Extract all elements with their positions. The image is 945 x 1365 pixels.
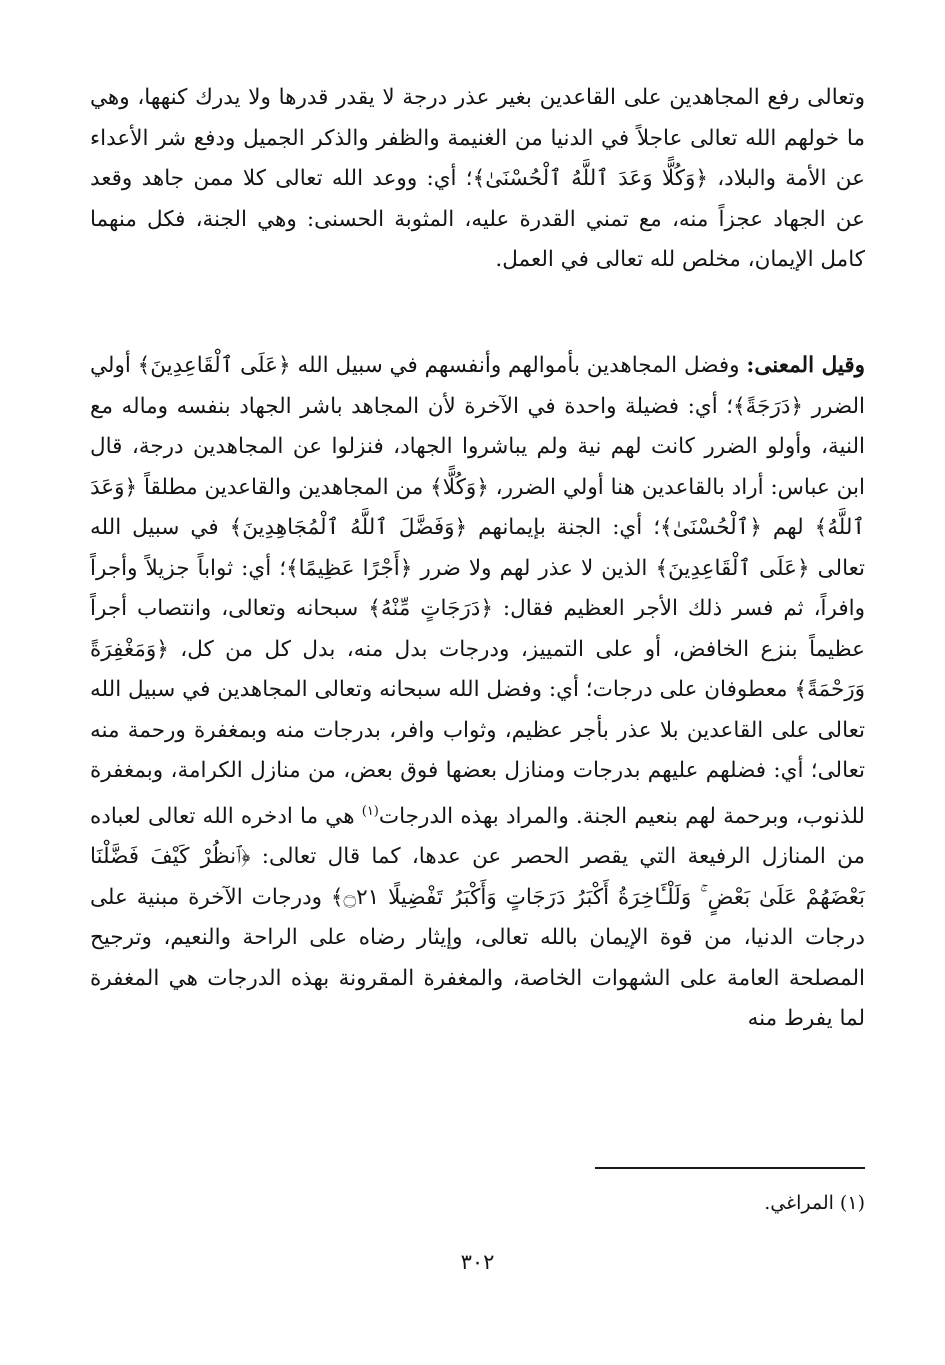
book-page: [90, 78, 865, 1338]
paragraph-2-tail: هي ما ادخره الله تعالى لعباده من المنازل الرفيعة التي يقصر الحصر عن عدها، كما قال تعالى: ﴿ٱنظُرْ كَيْفَ فَضَّلْنَا بَعْضَهُمْ عَلَىٰ بَعْضٍ ۚ وَلَلْـَٔاخِرَةُ أَكْبَرُ دَرَجَاتٍ وَأَكْبَرُ تَفْضِيلًا ۝٢١﴾ ودرجات الآخرة مبنية على درجات الدنيا، من قوة الإيمان بالله تعالى، وإيثار رضاه على الراحة والنعيم، وترجيح المصلحة العامة على الشهوات الخاصة، والمغفرة المقرونة بهذه الدرجات هي المغفرة لما يفرط منه: [90, 803, 865, 1032]
footnote-marker[interactable]: (١): [361, 803, 379, 819]
paragraph-2-lead: وقيل المعنى:: [746, 353, 865, 378]
paragraph-1: وتعالى رفع المجاهدين على القاعدين بغير عذر درجة لا يقدر قدرها ولا يدرك كنهها، وهي ما خولهم الله تعالى عاجلاً في الدنيا من الغنيمة والظفر والذكر الجميل ودفع شر الأعداء عن الأمة والبلاد، ﴿وَكُلًّا وَعَدَ ٱللَّهُ ٱلْحُسْنَىٰ﴾؛ أي: ووعد الله تعالى كلا ممن جاهد وقعد عن الجهاد عجزاً منه، مع تمني القدرة عليه، المثوبة الحسنى: وهي الجنة، فكل منهما كامل الإيمان، مخلص لله تعالى في العمل.: [90, 85, 865, 272]
paragraph-2-body: وفضل المجاهدين بأموالهم وأنفسهم في سبيل الله ﴿عَلَى ٱلْقَاعِدِينَ﴾ أولي الضرر ﴿دَرَجَةً﴾؛ أي: فضيلة واحدة في الآخرة لأن المجاهد باشر الجهاد بنفسه وماله مع النية، وأولو الضرر كانت لهم نية ولم يباشروا الجهاد، فنزلوا عن المجاهدين درجة، قال ابن عباس: أراد بالقاعدين هنا أولي الضرر، ﴿وَكُلًّا﴾ من المجاهدين والقاعدين مطلقاً ﴿وَعَدَ ٱللَّهُ﴾ لهم ﴿ٱلْحُسْنَىٰ﴾؛ أي: الجنة بإيمانهم ﴿وَفَضَّلَ ٱللَّهُ ٱلْمُجَاهِدِينَ﴾ في سبيل الله تعالى ﴿عَلَى ٱلْقَاعِدِينَ﴾ الذين لا عذر لهم ولا ضرر ﴿أَجْرًا عَظِيمًا﴾؛ أي: ثواباً جزيلاً وأجراً وافراً، ثم فسر ذلك الأجر العظيم فقال: ﴿دَرَجَاتٍ مِّنْهُ﴾ سبحانه وتعالى، وانتصاب أجراً عظيماً بنزع الخافض، أو على التمييز، ودرجات بدل منه، بدل كل من كل، ﴿وَمَغْفِرَةً وَرَحْمَةً﴾ معطوفان على درجات؛ أي: وفضل الله سبحانه وتعالى المجاهدين في سبيل الله تعالى على القاعدين بلا عذر بأجر عظيم، وثواب وافر، بدرجات منه وبمغفرة ورحمة منه تعالى؛ أي: فضلهم عليهم بدرجات ومنازل بعضها فوق بعض، من منازل الكرامة، وبمغفرة للذنوب، وبرحمة لهم بنعيم الجنة. والمراد بهذه الدرجات: [90, 353, 865, 829]
page-number: ٣٠٢: [460, 1250, 495, 1274]
footnote: (١) المراغي.: [764, 1192, 865, 1214]
footnote-separator: [595, 1167, 865, 1169]
paragraph-2: [90, 346, 865, 1040]
